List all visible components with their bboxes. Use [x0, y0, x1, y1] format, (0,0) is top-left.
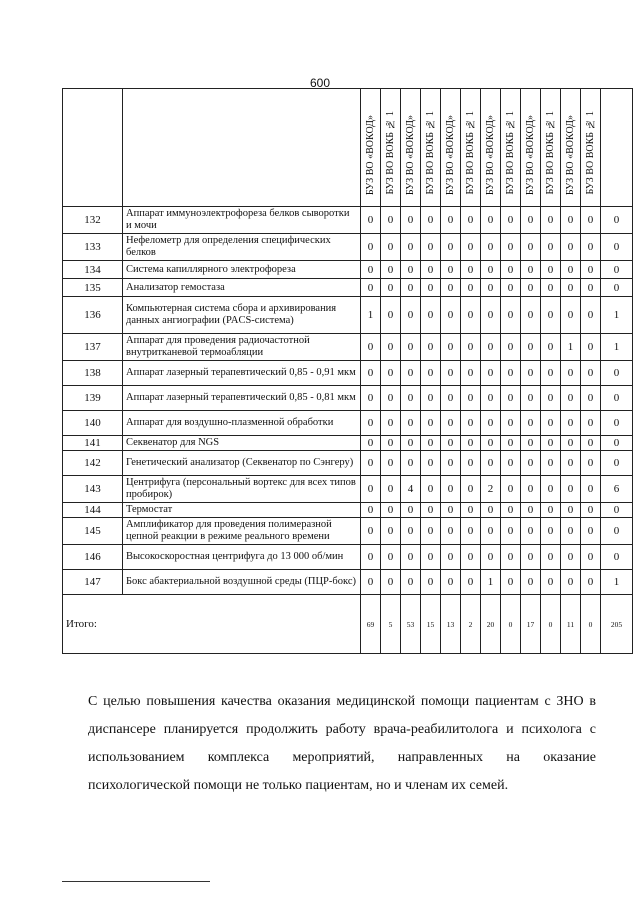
- quantity-cell: 0: [581, 361, 601, 386]
- total-value: 53: [401, 595, 421, 654]
- quantity-cell: 0: [421, 411, 441, 436]
- quantity-cell: 0: [461, 234, 481, 261]
- quantity-cell: 0: [541, 518, 561, 545]
- quantity-cell: 0: [481, 451, 501, 476]
- total-value: 5: [381, 595, 401, 654]
- quantity-cell: 0: [401, 297, 421, 334]
- column-header: БУЗ ВО «ВОКОД»: [481, 89, 501, 207]
- quantity-cell: 0: [481, 207, 501, 234]
- quantity-cell: 0: [441, 503, 461, 518]
- quantity-cell: 0: [421, 476, 441, 503]
- quantity-cell: 0: [381, 207, 401, 234]
- quantity-cell: 0: [461, 503, 481, 518]
- quantity-cell: 0: [541, 436, 561, 451]
- quantity-cell: 0: [601, 545, 633, 570]
- quantity-cell: 0: [501, 334, 521, 361]
- quantity-cell: 0: [581, 261, 601, 279]
- quantity-cell: 0: [581, 411, 601, 436]
- row-number: 146: [63, 545, 123, 570]
- quantity-cell: 0: [401, 279, 421, 297]
- quantity-cell: 0: [501, 451, 521, 476]
- equipment-name: Термостат: [123, 503, 361, 518]
- quantity-cell: 0: [381, 279, 401, 297]
- table-row: [63, 451, 633, 476]
- quantity-cell: 0: [541, 411, 561, 436]
- quantity-cell: 0: [581, 503, 601, 518]
- quantity-cell: 0: [441, 207, 461, 234]
- quantity-cell: 1: [361, 297, 381, 334]
- quantity-cell: 0: [421, 436, 441, 451]
- row-number: 141: [63, 436, 123, 451]
- quantity-cell: 0: [361, 476, 381, 503]
- column-header: БУЗ ВО ВОКБ № 1: [461, 89, 481, 207]
- quantity-cell: 0: [581, 279, 601, 297]
- column-header: БУЗ ВО ВОКБ № 1: [381, 89, 401, 207]
- quantity-cell: 0: [481, 297, 501, 334]
- quantity-cell: 0: [441, 334, 461, 361]
- quantity-cell: 0: [461, 451, 481, 476]
- quantity-cell: 0: [581, 545, 601, 570]
- quantity-cell: 0: [441, 518, 461, 545]
- quantity-cell: 0: [461, 261, 481, 279]
- quantity-cell: 0: [521, 518, 541, 545]
- quantity-cell: 0: [441, 234, 461, 261]
- quantity-cell: 0: [521, 545, 541, 570]
- quantity-cell: 0: [601, 261, 633, 279]
- quantity-cell: 0: [601, 436, 633, 451]
- column-header: БУЗ ВО «ВОКОД»: [401, 89, 421, 207]
- quantity-cell: 0: [401, 261, 421, 279]
- quantity-cell: 0: [461, 361, 481, 386]
- quantity-cell: 0: [581, 570, 601, 595]
- quantity-cell: 0: [401, 207, 421, 234]
- quantity-cell: 0: [381, 234, 401, 261]
- quantity-cell: 0: [461, 279, 481, 297]
- quantity-cell: 0: [441, 261, 461, 279]
- table-body: [63, 207, 633, 595]
- quantity-cell: 0: [541, 279, 561, 297]
- quantity-cell: 0: [581, 207, 601, 234]
- quantity-cell: 0: [421, 297, 441, 334]
- quantity-cell: 0: [421, 279, 441, 297]
- quantity-cell: 0: [521, 411, 541, 436]
- quantity-cell: 0: [601, 361, 633, 386]
- quantity-cell: 0: [541, 386, 561, 411]
- quantity-cell: 1: [601, 334, 633, 361]
- total-value: 11: [561, 595, 581, 654]
- row-number: 144: [63, 503, 123, 518]
- quantity-cell: 0: [461, 476, 481, 503]
- quantity-cell: 0: [521, 279, 541, 297]
- quantity-cell: 0: [561, 436, 581, 451]
- quantity-cell: 0: [561, 411, 581, 436]
- quantity-cell: 4: [401, 476, 421, 503]
- quantity-cell: 0: [601, 279, 633, 297]
- quantity-cell: 0: [541, 361, 561, 386]
- header-num-cell: [63, 89, 123, 207]
- quantity-cell: 0: [381, 361, 401, 386]
- quantity-cell: 0: [481, 411, 501, 436]
- quantity-cell: 0: [361, 207, 381, 234]
- quantity-cell: 0: [421, 545, 441, 570]
- table-row: [63, 503, 633, 518]
- quantity-cell: 0: [361, 386, 381, 411]
- total-value: 20: [481, 595, 501, 654]
- quantity-cell: 0: [381, 386, 401, 411]
- quantity-cell: 0: [381, 436, 401, 451]
- quantity-cell: 0: [461, 518, 481, 545]
- quantity-cell: 0: [521, 261, 541, 279]
- equipment-name: Бокс абактериальной воздушной среды (ПЦР-бокс): [123, 570, 361, 595]
- quantity-cell: 0: [501, 207, 521, 234]
- equipment-table: [62, 88, 633, 654]
- quantity-cell: 0: [561, 261, 581, 279]
- quantity-cell: 0: [561, 518, 581, 545]
- quantity-cell: 0: [421, 234, 441, 261]
- column-header: БУЗ ВО ВОКБ № 1: [421, 89, 441, 207]
- quantity-cell: 0: [421, 361, 441, 386]
- quantity-cell: 0: [521, 436, 541, 451]
- table-row: [63, 436, 633, 451]
- total-value: 17: [521, 595, 541, 654]
- header-row: [63, 89, 633, 207]
- quantity-cell: 0: [541, 207, 561, 234]
- quantity-cell: 0: [421, 207, 441, 234]
- quantity-cell: 0: [501, 411, 521, 436]
- quantity-cell: 0: [601, 386, 633, 411]
- quantity-cell: 0: [561, 503, 581, 518]
- quantity-cell: 0: [361, 279, 381, 297]
- equipment-name: Секвенатор для NGS: [123, 436, 361, 451]
- total-row: [63, 595, 633, 654]
- quantity-cell: 0: [381, 476, 401, 503]
- body-paragraph: С целью повышения качества оказания медицинской помощи пациентам с ЗНО в диспансере планируется продолжить работу врача-реабилитолога и психолога с использованием комплекса мероприятий, направленных на оказание психологической помощи не только пациентам, но и членам их семей.: [88, 694, 596, 793]
- quantity-cell: 0: [401, 234, 421, 261]
- quantity-cell: 0: [541, 297, 561, 334]
- quantity-cell: 0: [381, 518, 401, 545]
- quantity-cell: 0: [601, 207, 633, 234]
- total-value: 69: [361, 595, 381, 654]
- quantity-cell: 0: [481, 436, 501, 451]
- quantity-cell: 0: [381, 545, 401, 570]
- equipment-name: Аппарат лазерный терапевтический 0,85 - 0,91 мкм: [123, 361, 361, 386]
- equipment-name: Аппарат для воздушно-плазменной обработки: [123, 411, 361, 436]
- quantity-cell: 0: [501, 279, 521, 297]
- quantity-cell: 0: [381, 503, 401, 518]
- quantity-cell: 0: [521, 451, 541, 476]
- quantity-cell: 0: [501, 518, 521, 545]
- quantity-cell: 0: [501, 361, 521, 386]
- total-label: Итого:: [63, 595, 361, 654]
- equipment-name: Аппарат лазерный терапевтический 0,85 - 0,81 мкм: [123, 386, 361, 411]
- quantity-cell: 0: [601, 518, 633, 545]
- row-number: 142: [63, 451, 123, 476]
- column-header: БУЗ ВО «ВОКОД»: [561, 89, 581, 207]
- quantity-cell: 6: [601, 476, 633, 503]
- quantity-cell: 0: [481, 545, 501, 570]
- quantity-cell: 0: [601, 234, 633, 261]
- total-value: 0: [541, 595, 561, 654]
- quantity-cell: 0: [481, 261, 501, 279]
- quantity-cell: 0: [381, 261, 401, 279]
- total-value: 0: [501, 595, 521, 654]
- quantity-cell: 0: [581, 234, 601, 261]
- quantity-cell: 0: [581, 451, 601, 476]
- quantity-cell: 0: [541, 334, 561, 361]
- row-number: 134: [63, 261, 123, 279]
- quantity-cell: 0: [541, 451, 561, 476]
- quantity-cell: 0: [461, 570, 481, 595]
- row-number: 135: [63, 279, 123, 297]
- quantity-cell: 0: [441, 411, 461, 436]
- quantity-cell: 0: [461, 386, 481, 411]
- row-number: 145: [63, 518, 123, 545]
- quantity-cell: 0: [361, 411, 381, 436]
- quantity-cell: 0: [601, 451, 633, 476]
- equipment-name: Система капиллярного электрофореза: [123, 261, 361, 279]
- quantity-cell: 0: [521, 297, 541, 334]
- quantity-cell: 0: [501, 261, 521, 279]
- quantity-cell: 0: [521, 570, 541, 595]
- total-value: 13: [441, 595, 461, 654]
- quantity-cell: 0: [401, 518, 421, 545]
- quantity-cell: 0: [361, 334, 381, 361]
- quantity-cell: 0: [581, 518, 601, 545]
- quantity-cell: 0: [561, 234, 581, 261]
- equipment-name: Аппарат иммуноэлектрофореза белков сыворотки и мочи: [123, 207, 361, 234]
- quantity-cell: 0: [601, 503, 633, 518]
- quantity-cell: 0: [541, 545, 561, 570]
- column-header: БУЗ ВО «ВОКОД»: [441, 89, 461, 207]
- quantity-cell: 0: [501, 503, 521, 518]
- quantity-cell: 0: [361, 451, 381, 476]
- row-number: 138: [63, 361, 123, 386]
- total-value: 0: [581, 595, 601, 654]
- quantity-cell: 0: [441, 361, 461, 386]
- header-name-cell: [123, 89, 361, 207]
- row-number: 140: [63, 411, 123, 436]
- quantity-cell: 0: [541, 503, 561, 518]
- table-row: [63, 334, 633, 361]
- equipment-name: Аппарат для проведения радиочастотной внутритканевой термоабляции: [123, 334, 361, 361]
- quantity-cell: 0: [541, 234, 561, 261]
- quantity-cell: 0: [581, 297, 601, 334]
- quantity-cell: 0: [521, 361, 541, 386]
- quantity-cell: 0: [581, 334, 601, 361]
- column-header: БУЗ ВО ВОКБ № 1: [541, 89, 561, 207]
- quantity-cell: 0: [521, 334, 541, 361]
- quantity-cell: 0: [361, 503, 381, 518]
- quantity-cell: 0: [421, 261, 441, 279]
- quantity-cell: 0: [401, 386, 421, 411]
- quantity-cell: 0: [381, 570, 401, 595]
- table-row: [63, 570, 633, 595]
- quantity-cell: 1: [561, 334, 581, 361]
- quantity-cell: 0: [501, 386, 521, 411]
- table-row: [63, 476, 633, 503]
- quantity-cell: 0: [361, 361, 381, 386]
- quantity-cell: 0: [481, 518, 501, 545]
- quantity-cell: 0: [461, 334, 481, 361]
- quantity-cell: 0: [441, 436, 461, 451]
- quantity-cell: 0: [521, 386, 541, 411]
- quantity-cell: 0: [581, 476, 601, 503]
- quantity-cell: 0: [421, 503, 441, 518]
- table-row: [63, 234, 633, 261]
- quantity-cell: 0: [361, 518, 381, 545]
- row-number: 133: [63, 234, 123, 261]
- quantity-cell: 0: [521, 503, 541, 518]
- quantity-cell: 0: [541, 476, 561, 503]
- column-header: БУЗ ВО ВОКБ № 1: [501, 89, 521, 207]
- quantity-cell: 0: [561, 476, 581, 503]
- quantity-cell: 0: [521, 207, 541, 234]
- quantity-cell: 0: [481, 334, 501, 361]
- quantity-cell: 0: [501, 570, 521, 595]
- quantity-cell: 0: [561, 297, 581, 334]
- quantity-cell: 0: [441, 279, 461, 297]
- quantity-cell: 0: [541, 261, 561, 279]
- quantity-cell: 0: [381, 411, 401, 436]
- quantity-cell: 0: [401, 411, 421, 436]
- quantity-cell: 0: [501, 476, 521, 503]
- quantity-cell: 0: [421, 451, 441, 476]
- quantity-cell: 0: [481, 279, 501, 297]
- quantity-cell: 0: [461, 297, 481, 334]
- quantity-cell: 0: [381, 451, 401, 476]
- row-number: 132: [63, 207, 123, 234]
- quantity-cell: 1: [601, 297, 633, 334]
- quantity-cell: 0: [381, 297, 401, 334]
- quantity-cell: 0: [501, 234, 521, 261]
- quantity-cell: 0: [441, 545, 461, 570]
- table-row: [63, 297, 633, 334]
- column-header: [601, 89, 633, 207]
- quantity-cell: 0: [561, 279, 581, 297]
- quantity-cell: 0: [501, 545, 521, 570]
- quantity-cell: 0: [561, 451, 581, 476]
- quantity-cell: 0: [361, 261, 381, 279]
- quantity-cell: 0: [541, 570, 561, 595]
- row-number: 137: [63, 334, 123, 361]
- footnote-divider: [62, 881, 210, 882]
- quantity-cell: 0: [361, 545, 381, 570]
- quantity-cell: 0: [481, 386, 501, 411]
- quantity-cell: 0: [561, 207, 581, 234]
- total-value: 205: [601, 595, 633, 654]
- row-number: 136: [63, 297, 123, 334]
- table-row: [63, 411, 633, 436]
- quantity-cell: 0: [601, 411, 633, 436]
- quantity-cell: 0: [461, 207, 481, 234]
- total-value: 2: [461, 595, 481, 654]
- table-row: [63, 361, 633, 386]
- equipment-name: Компьютерная система сбора и архивирования данных ангиографии (PACS-система): [123, 297, 361, 334]
- quantity-cell: 0: [401, 545, 421, 570]
- equipment-name: Нефелометр для определения специфических белков: [123, 234, 361, 261]
- quantity-cell: 0: [481, 361, 501, 386]
- total-value: 15: [421, 595, 441, 654]
- quantity-cell: 0: [461, 545, 481, 570]
- page-number: 600: [309, 76, 331, 90]
- column-header: БУЗ ВО «ВОКОД»: [521, 89, 541, 207]
- quantity-cell: 0: [441, 570, 461, 595]
- quantity-cell: 0: [461, 411, 481, 436]
- quantity-cell: 1: [601, 570, 633, 595]
- quantity-cell: 0: [501, 436, 521, 451]
- quantity-cell: 0: [521, 234, 541, 261]
- table-row: [63, 545, 633, 570]
- quantity-cell: 0: [481, 503, 501, 518]
- table-row: [63, 261, 633, 279]
- quantity-cell: 0: [421, 518, 441, 545]
- equipment-name: Анализатор гемостаза: [123, 279, 361, 297]
- equipment-name: Высокоскоростная центрифуга до 13 000 об/мин: [123, 545, 361, 570]
- quantity-cell: 0: [521, 476, 541, 503]
- quantity-cell: 0: [481, 234, 501, 261]
- table-row: [63, 207, 633, 234]
- quantity-cell: 0: [441, 476, 461, 503]
- quantity-cell: 0: [561, 361, 581, 386]
- quantity-cell: 0: [421, 334, 441, 361]
- quantity-cell: 0: [421, 570, 441, 595]
- quantity-cell: 0: [441, 297, 461, 334]
- quantity-cell: 0: [561, 386, 581, 411]
- quantity-cell: 0: [501, 297, 521, 334]
- quantity-cell: 0: [401, 436, 421, 451]
- quantity-cell: 0: [401, 334, 421, 361]
- table-row: [63, 279, 633, 297]
- quantity-cell: 0: [401, 451, 421, 476]
- quantity-cell: 0: [381, 334, 401, 361]
- quantity-cell: 0: [561, 545, 581, 570]
- table-row: [63, 518, 633, 545]
- equipment-name: Генетический анализатор (Секвенатор по Сэнгеру): [123, 451, 361, 476]
- quantity-cell: 0: [581, 436, 601, 451]
- quantity-cell: 0: [401, 361, 421, 386]
- quantity-cell: 1: [481, 570, 501, 595]
- quantity-cell: 0: [401, 503, 421, 518]
- column-header: БУЗ ВО «ВОКОД»: [361, 89, 381, 207]
- quantity-cell: 0: [581, 386, 601, 411]
- quantity-cell: 0: [421, 386, 441, 411]
- quantity-cell: 0: [401, 570, 421, 595]
- quantity-cell: 0: [361, 570, 381, 595]
- table-row: [63, 386, 633, 411]
- column-header: БУЗ ВО ВОКБ № 1: [581, 89, 601, 207]
- quantity-cell: 0: [561, 570, 581, 595]
- row-number: 139: [63, 386, 123, 411]
- quantity-cell: 2: [481, 476, 501, 503]
- quantity-cell: 0: [461, 436, 481, 451]
- equipment-name: Амплификатор для проведения полимеразной цепной реакции в режиме реального времени: [123, 518, 361, 545]
- row-number: 147: [63, 570, 123, 595]
- row-number: 143: [63, 476, 123, 503]
- equipment-name: Центрифуга (персональный вортекс для всех типов пробирок): [123, 476, 361, 503]
- quantity-cell: 0: [361, 436, 381, 451]
- quantity-cell: 0: [441, 451, 461, 476]
- quantity-cell: 0: [441, 386, 461, 411]
- quantity-cell: 0: [361, 234, 381, 261]
